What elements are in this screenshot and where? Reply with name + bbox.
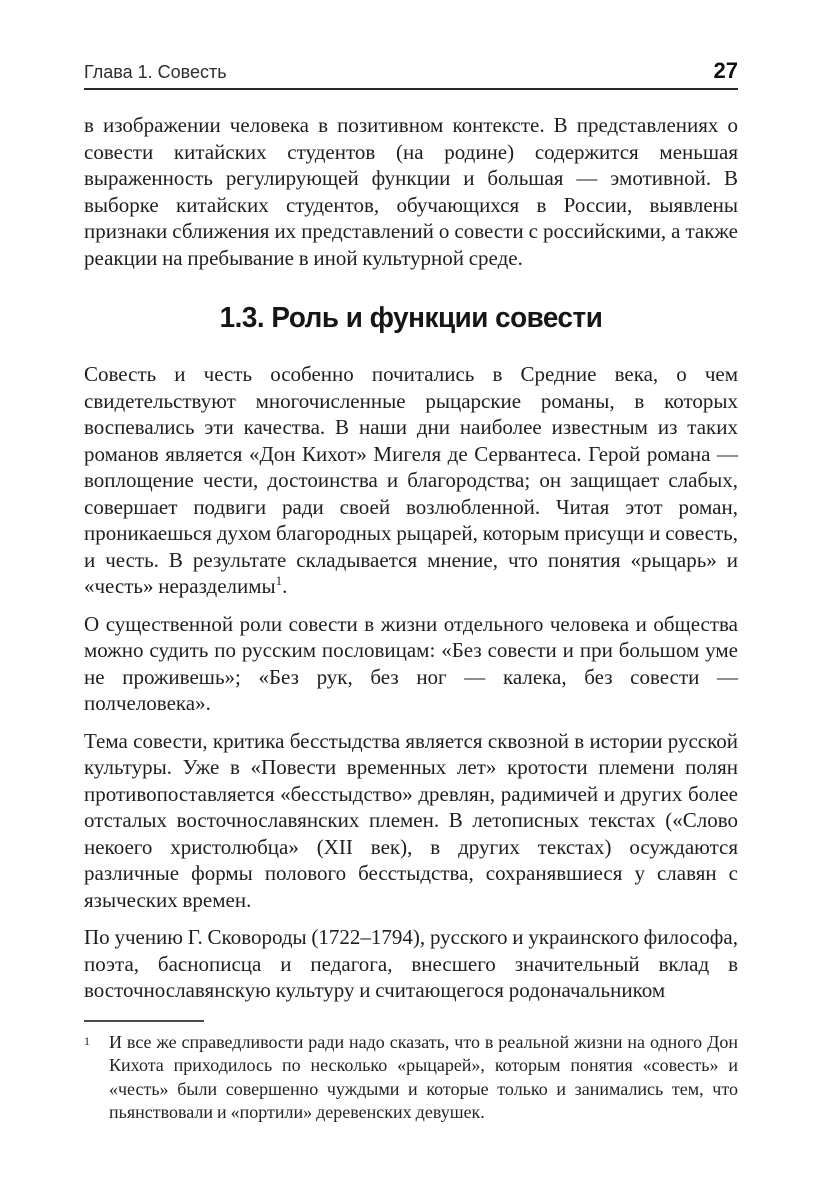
paragraph-knights bbox=[84, 361, 738, 600]
page-body bbox=[84, 112, 738, 1004]
footnote-rule bbox=[84, 1020, 204, 1022]
paragraph-history: Тема совести, критика бесстыдства является сквозной в истории русской культуры. Уже в «Повести временных лет» кротости племени полян противопоставляется «бесстыдство» древлян, радимичей и других более отсталых восточнославянских племен. В летописных текстах («Слово некоего христолюбца» (XII век), в других текстах) осуждаются различные формы полового бесстыдства, сохранявшиеся у славян с языческих времен. bbox=[84, 728, 738, 912]
running-header bbox=[84, 60, 738, 90]
footnote bbox=[84, 1031, 738, 1125]
running-header-chapter: Глава 1. Совесть bbox=[84, 62, 227, 82]
paragraph-knights-period: . bbox=[282, 574, 288, 598]
footnote-marker: 1 bbox=[84, 1033, 90, 1048]
paragraph-proverbs: О существенной роли совести в жизни отдельного человека и общества можно судить по русским пословицам: «Без совести и при большом уме не проживешь»; «Без рук, без ног — калека, без совести — полчеловека». bbox=[84, 611, 738, 715]
section-heading: 1.3. Роль и функции совести bbox=[219, 302, 603, 334]
paragraph-knights-text: Совесть и честь особенно почитались в Средние века, о чем свидетельствуют многочисленные рыцарские романы, в которых воспевались эти качества. В наши дни наиболее известным из таких романов является «Дон Кихот» Мигеля де Сервантеса. Герой романа — воплощение чести, достоинства и благородства; он защищает слабых, совершает подвиги ради своей возлюбленной. Читая этот роман, проникаешься духом благородных рыцарей, которым присущи и совесть, и честь. В результате складывается мнение, что понятия «рыцарь» и «честь» неразделимы bbox=[84, 362, 738, 598]
footnote-reference: 1 bbox=[275, 573, 283, 588]
page-number: 27 bbox=[713, 58, 738, 83]
paragraph-skovoroda: По учению Г. Сковороды (1722–1794), русского и украинского философа, поэта, баснописца и педагога, внесшего значительный вклад в восточнославянскую культуру и считающегося родоначальником bbox=[84, 925, 738, 1002]
paragraph-continuation: в изображении человека в позитивном контексте. В представлениях о совести китайских студентов (на родине) содержится меньшая выраженность регулирующей функции и большая — эмотивной. В выборке китайских студентов, обучающихся в России, выявлены признаки сближения их представлений о совести с российскими, а также реакции на пребывание в иной культурной среде. bbox=[84, 113, 738, 270]
footnote-text: И все же справедливости ради надо сказать, что в реальной жизни на одного Дон Кихота приходилось по несколько «рыцарей», которым понятия «совесть» и «честь» были совершенно чуждыми и которые только и занимались тем, что пьянствовали и «портили» деревенских девушек. bbox=[109, 1031, 738, 1122]
footnote-area bbox=[84, 1020, 738, 1125]
